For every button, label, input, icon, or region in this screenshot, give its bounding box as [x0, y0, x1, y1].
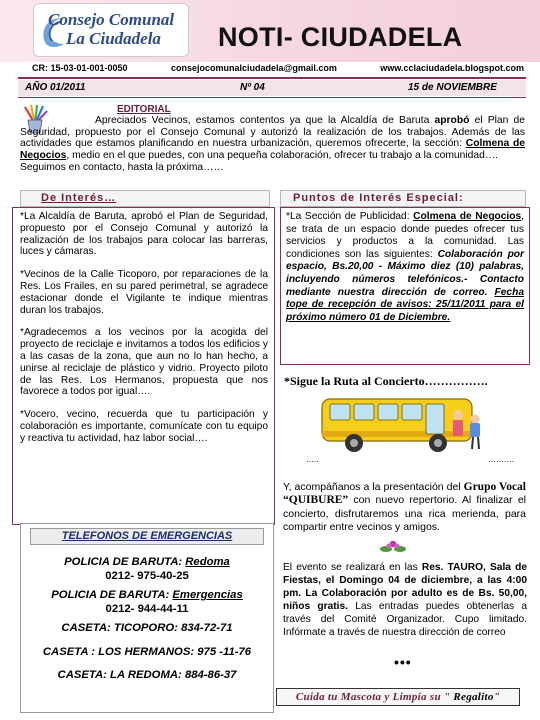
logo-line1: Consejo Comunal [48, 10, 175, 29]
editorial-text: el Plan de Seguridad, propuesto por el Consejo Comunal y autorizó la realización de los trabajos. Además de las actividades que estamos planificando en nuestra urbanización, queremos ofrecerte, la sección: [20, 115, 525, 150]
phone-label: POLICIA DE BARUTA: [64, 556, 186, 568]
issue-number: Nº 04 [240, 82, 265, 93]
editorial-signoff: Seguimos en contacto, hasta la próxima…… [20, 161, 224, 173]
section-head-puntos: Puntos de Interés Especial: [280, 190, 526, 207]
editorial-bold: aprobó [434, 115, 470, 126]
contact-line [32, 63, 524, 73]
evento-text: Las entradas puedes obtenerlas a través del Comité Organizador. Cupo limitado. Infórmate a través de nuestra dirección de correo [283, 601, 527, 638]
phone-row [22, 589, 272, 603]
website-address[interactable]: www.cclaciudadela.blogspot.com [380, 63, 524, 73]
colmena-link[interactable]: Colmena de Negocios [413, 211, 522, 222]
email-address[interactable]: consejocomunalciudadela@gmail.com [171, 63, 337, 73]
issue-year: AÑO 01/2011 [25, 82, 86, 93]
editorial-body [20, 115, 525, 174]
interes-item: *La Alcaldía de Baruta, aprobó el Plan de Seguridad, propuesto por el Consejo Comunal y autorizó la realización de los trabajos para colocar las barreras, luces y cámaras. [20, 211, 268, 258]
logo-line2: La Ciudadela [66, 29, 161, 48]
mascota-text: " [493, 691, 501, 703]
publicidad-text: , se trata de un espacio donde puedes ofrecer tus servicios y productos a la comunidad. Las condiciones son las siguientes: [286, 211, 524, 260]
phones-heading: TELEFONOS DE EMERGENCIAS [30, 528, 264, 545]
editorial-paragraph [20, 115, 525, 162]
top-rule [18, 77, 526, 79]
phone-row: CASETA : LOS HERMANOS: 975 -11-76 [42, 645, 252, 658]
evento-paragraph [283, 561, 527, 639]
school-bus-icon [318, 391, 486, 459]
concierto-paragraph [283, 481, 526, 534]
editorial-text: , medio en el que puedes, con una pequeña colaboración, ofrecer tu trabajo a la comunidad…. [66, 150, 498, 162]
phone-row: CASETA: TICOPORO: 834-72-71 [61, 622, 233, 634]
phones-list [22, 556, 272, 683]
newsletter-title: NOTI- CIUDADELA [218, 22, 463, 52]
grupo-name: Grupo Vocal “QUIBURE” [283, 481, 527, 507]
phone-row: CASETA: LA REDOMA: 884-86-37 [57, 669, 237, 681]
interes-item: *Vocero, vecino, recuerda que tu participación y colaboración es importante, comunícate con tu equipo y reactiva tu actividad, haz labor social…. [20, 409, 268, 444]
publicidad-conditions: Colaboración por espacio, Bs.20,00 - Máximo diez (10) palabras, incluyendo números telefónicos.- Contacto mediante nuestra dirección de correo. [286, 248, 524, 298]
evento-details: Res. TAURO, Sala de Fiestas, el Domingo 04 de diciembre, a las 4:00 pm. La Colaboración por adulto es de Bs. 50,00, niños gratis. [283, 562, 528, 612]
phone-number: 0212- 975-40-25 [105, 569, 189, 582]
interes-box [12, 207, 275, 525]
section-head-interes: De Interés… [20, 190, 270, 207]
editorial-text: Apreciados Vecinos, estamos contentos ya que la Alcaldía de Baruta [95, 115, 435, 126]
concierto-dots-left: ….. [306, 455, 319, 464]
concierto-heading: *Sigue la Ruta al Concierto……………. [284, 374, 488, 388]
mascota-regalito: Regalito [453, 691, 494, 703]
interes-item: *Agradecemos a los vecinos por la acogida del proyecto de reciclaje e invitamos a todos los edificios y a las casas de la zona, que aun no lo han hecho, a unirse al reciclaje de plástico y vidrio. Proyecto piloto de las Res. Los Hermanos, propuesta que nos favorece a todos por igual…. [20, 327, 268, 398]
phone-tag: Redoma [185, 556, 230, 568]
cr-number: CR: 15-03-01-001-0050 [32, 63, 128, 73]
concierto-text: con nuevo repertorio. Al finalizar el concierto, disfrutaremos una rica merienda, para compartir entre vecinos y amigos. [283, 494, 526, 533]
phone-label: POLICIA DE BARUTA: [51, 589, 173, 601]
mascota-text: Cuida tu Mascota y Limpia su " [295, 691, 454, 703]
more-dots: ••• [394, 654, 412, 670]
phone-row [22, 556, 272, 570]
colmena-link[interactable]: Colmena de Negocios [20, 138, 526, 162]
publicidad-deadline: Fecha tope de recepción de avisos: 25/11/2011 para el próximo número 01 de Diciembre. [286, 286, 524, 323]
editorial-heading: EDITORIAL [117, 104, 171, 115]
publicidad-box [280, 207, 530, 365]
mascota-banner [276, 688, 520, 706]
concierto-text: Y, acompáñanos a la presentación del [283, 481, 464, 493]
interes-item: *Vecinos de la Calle Ticoporo, por reparaciones de la Res. Los Frailes, en su pared perimetral, se agradece estacionar donde el Vigilante te indique mientras duran los trabajos. [20, 269, 268, 316]
phone-tag: Emergencias [172, 589, 243, 601]
bottom-rule [18, 97, 526, 98]
phone-number: 0212- 944-44-11 [105, 602, 189, 615]
publicidad-text: *La Sección de Publicidad: [286, 211, 414, 222]
issue-date: 15 de NOVIEMBRE [408, 82, 497, 93]
flower-ornament-icon [378, 538, 408, 556]
concierto-dots-right: …….… [488, 455, 515, 464]
evento-text: El evento se realizará en las [283, 562, 422, 573]
